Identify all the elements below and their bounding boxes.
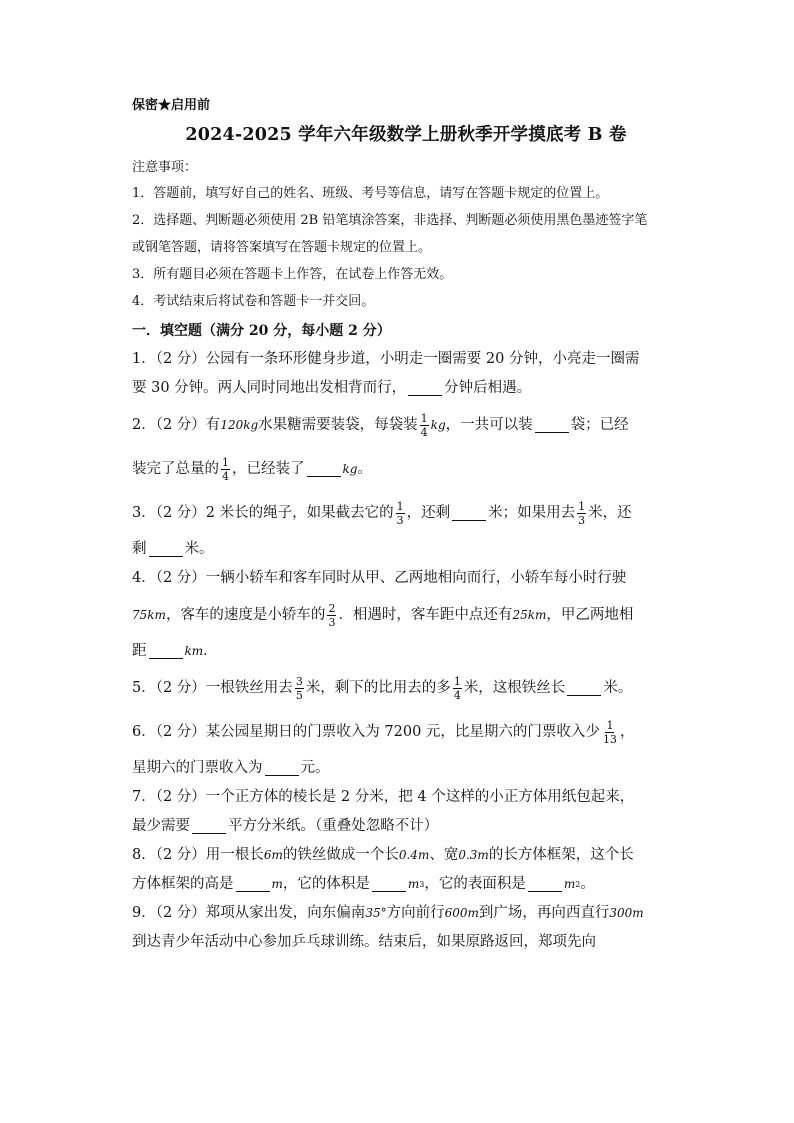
answer-blank [192,819,226,834]
confidential-mark: 保密★启用前 [132,98,211,113]
answer-blank [236,877,270,892]
answer-blank [567,681,601,696]
q9-line-1: 9．（2 分）郑项从家出发，向东偏南 35° 方向前行 600 m 到广场，再向西直行 300 m [132,905,644,921]
question-5 [132,666,680,710]
answer-blank [452,506,486,521]
answer-blank [307,462,341,477]
q1-line-1: 1．（2 分）公园有一条环形健身步道，小明走一圈需要 20 分钟，小亮走一圈需 [132,351,640,367]
fraction: $\frac{3}{5}$ [295,674,303,702]
q1-line-2: 要 30 分钟。两人同时同地出发相背而行， 分钟后相遇。 [132,380,532,396]
answer-blank [535,418,569,433]
answer-blank [149,644,183,659]
question-2 [132,403,680,491]
answer-blank [372,877,406,892]
note-item-2-cont: 或钢笔答题，请将答案填写在答题卡规定的位置上。 [132,240,432,255]
question-6 [132,710,680,783]
note-item-2: 2．选择题、判断题必须使用 2B 铅笔填涂答案，非选择、判断题必须使用黑色墨迹签字笔 [132,213,648,228]
fraction: $\frac{1}{4}$ [420,411,428,439]
note-item-1: 1．答题前，填写好自己的姓名、班级、考号等信息，请写在答题卡规定的位置上。 [132,186,609,201]
q4-line-2: 75 km ，客车的速度是小轿车的 $\frac{2}{3}$ ．相遇时，客车距中点还有 25 km ，甲乙两地相 [132,601,634,629]
answer-blank [265,761,299,776]
page-title: 2024-2025 学年六年级数学上册秋季开学摸底考 B 卷 [185,125,627,145]
question-3 [132,491,680,564]
q7-line-2: 最少需要 平方分米纸。（重叠处忽略不计） [132,818,439,834]
answer-blank [408,381,442,396]
q8-line-2: 方体框架的高是 m ，它的体积是 m 3 ，它的表面积是 m 2 。 [132,876,595,892]
fraction: $\frac{1}{13}$ [602,718,617,746]
answer-blank [149,542,183,557]
q6-line-1: 6．（2 分）某公园星期日的门票收入为 7200 元，比星期六的门票收入少 $\frac{1}{13}$ ， [132,718,635,746]
q7-line-1: 7．（2 分）一个正方体的棱长是 2 分米，把 4 个这样的小正方体用纸包起来， [132,789,635,805]
question-4 [132,564,680,666]
q2-line-1: 2．（2 分）有 120 kg 水果糖需要装袋，每袋装 $\frac{1}{4}$ kg ，一共可以装 袋；已经 [132,411,629,439]
q8-line-1: 8．（2 分）用一根长 6 m 的铁丝做成一个长 0.4 m 、宽 0.3 m 的长方体框架，这个长 [132,847,634,863]
q3-line-2: 剩 米。 [132,541,214,557]
fraction: $\frac{2}{3}$ [328,601,336,629]
q9-line-2: 到达青少年活动中心参加乒乓球训练。结束后，如果原路返回，郑项先向 [132,934,596,950]
notes-heading: 注意事项： [132,160,198,175]
question-7 [132,783,680,841]
note-item-4: 4．考试结束后将试卷和答题卡一并交回。 [132,294,375,309]
section-heading: 一．填空题（满分 20 分，每小题 2 分） [132,323,391,339]
question-9 [132,899,680,957]
question-8 [132,841,680,899]
question-1 [132,345,680,403]
q3-line-1: 3．（2 分）2 米长的绳子，如果截去它的 $\frac{1}{3}$ ，还剩 米；如果用去 $\frac{1}{3}$ 米，还 [132,499,632,527]
note-item-3: 3．所有题目必须在答题卡上作答，在试卷上作答无效。 [132,267,453,282]
q4-line-3: 距 km ． [132,643,218,659]
q5-line-1: 5．（2 分）一根铁丝用去 $\frac{3}{5}$ 米，剩下的比用去的多 $\frac{1}{4}$ 米，这根铁丝长 米。 [132,674,633,702]
fraction: $\frac{1}{3}$ [578,499,586,527]
q6-line-2: 星期六的门票收入为 元。 [132,760,330,776]
answer-blank [528,877,562,892]
fraction: $\frac{1}{3}$ [396,499,404,527]
q4-line-1: 4．（2 分）一辆小轿车和客车同时从甲、乙两地相向而行，小轿车每小时行驶 [132,570,627,586]
fraction: $\frac{1}{4}$ [222,455,229,483]
fraction: $\frac{1}{4}$ [453,674,461,702]
q2-line-2: 装完了总量的 $\frac{1}{4}$ ，已经装了 kg 。 [132,455,372,483]
